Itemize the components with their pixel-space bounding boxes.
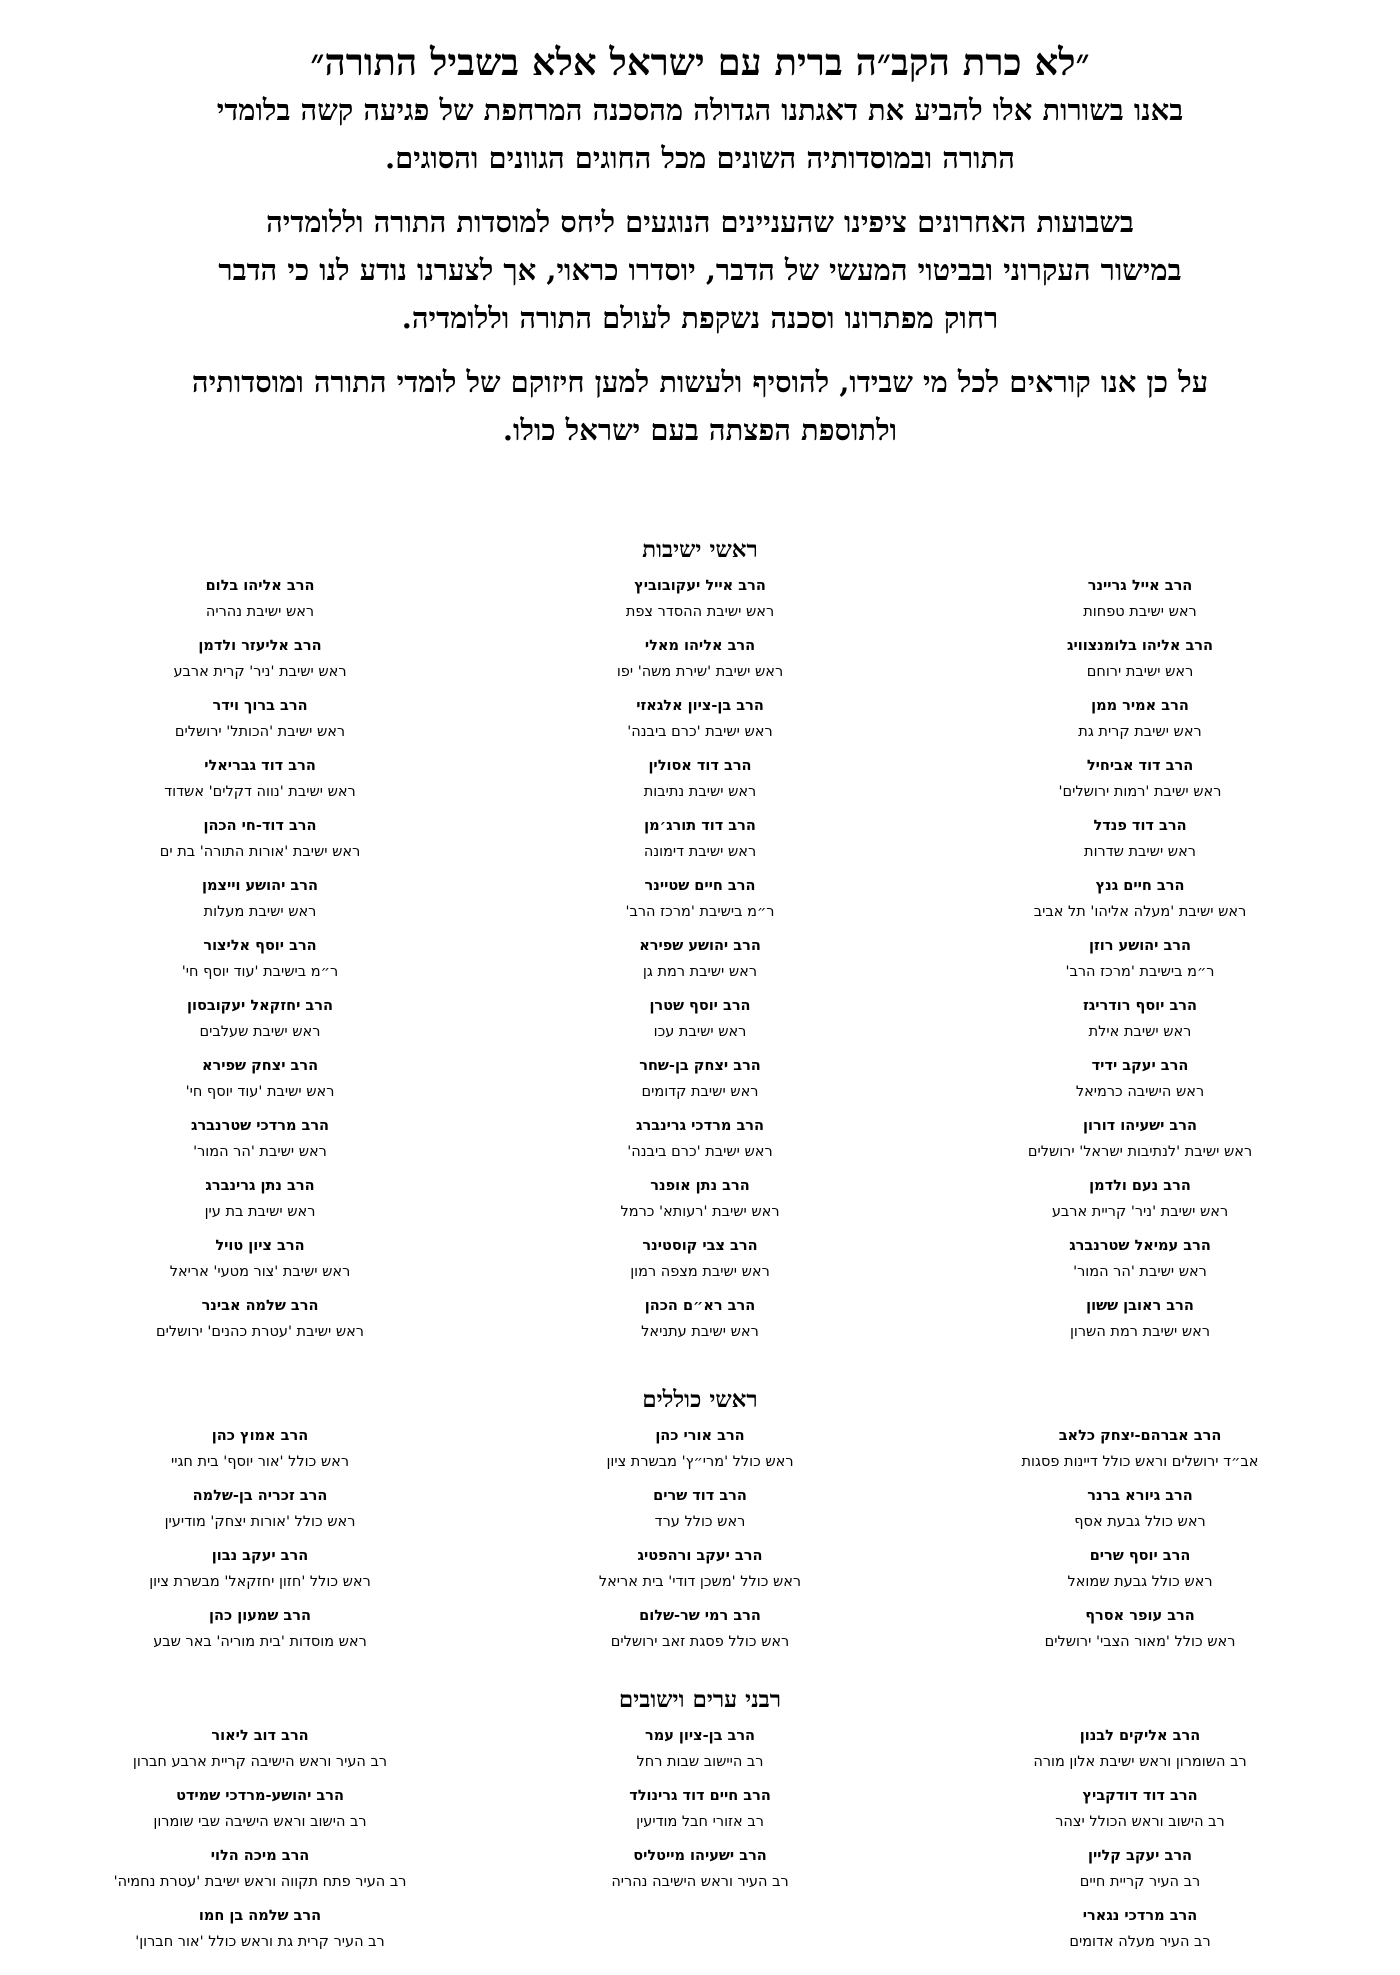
signatory-entry xyxy=(920,690,1360,750)
signatory-entry xyxy=(40,1540,480,1600)
signatory-entry xyxy=(480,990,920,1050)
signatory-name: הרב אייל יעקובוביץ xyxy=(634,578,766,594)
signatory-role: ראש ישיבת טפחות xyxy=(1083,604,1197,620)
signatory-role: ראש ישיבת 'כרם ביבנה' xyxy=(627,1144,773,1160)
signatory-name: הרב גיורא ברנר xyxy=(1087,1488,1193,1504)
signatory-name: הרב יעקב ורהפטיג xyxy=(637,1548,763,1564)
signatory-role: ראש הישיבה כרמיאל xyxy=(1075,1084,1205,1100)
signatory-entry xyxy=(480,1780,920,1840)
section-yeshiva-heads xyxy=(40,530,1360,1350)
signatory-role: ראש ישיבת 'הר המור' xyxy=(1073,1264,1207,1280)
signatory-role: ראש כולל 'חזון יחזקאל' מבשרת ציון xyxy=(149,1574,371,1590)
signatory-entry xyxy=(40,1110,480,1170)
signatory-role: ראש כולל 'מרי״ץ' מבשרת ציון xyxy=(606,1454,794,1470)
signatory-entry xyxy=(920,810,1360,870)
signatory-entry xyxy=(920,570,1360,630)
signatory-role: רב אזורי חבל מודיעין xyxy=(636,1814,764,1830)
signatory-entry xyxy=(920,1110,1360,1170)
signatory-name: הרב שלמה אבינר xyxy=(201,1298,319,1314)
signatory-column xyxy=(920,570,1360,1350)
signatory-name: הרב רמי שר-שלום xyxy=(639,1608,761,1624)
signatory-role: ראש ישיבת רמת השרון xyxy=(1069,1324,1211,1340)
signatory-columns xyxy=(40,1420,1360,1660)
signatory-entry xyxy=(920,1600,1360,1660)
signatory-entry xyxy=(920,1900,1360,1960)
signatory-role: ראש ישיבת 'כרם ביבנה' xyxy=(627,724,773,740)
section-heading: רבני ערים וישובים xyxy=(618,1686,782,1713)
intro-line-1: באנו בשורות אלו להביע את דאגתנו הגדולה מהסכנה המרחפת של פגיעה קשה בלומדי xyxy=(216,93,1184,127)
signatory-role: ראש ישיבת 'רעותא' כרמל xyxy=(620,1204,780,1220)
signatory-columns xyxy=(40,1720,1360,1960)
signatory-name: הרב יחזקאל יעקובסון xyxy=(187,998,333,1014)
intro-line-6: על כן אנו קוראים לכל מי שבידו, להוסיף ולעשות למען חיזוקם של לומדי התורה ומוסדותיה xyxy=(191,365,1209,399)
signatory-name: הרב יוסף אליצור xyxy=(203,938,317,954)
signatory-name: הרב שמעון כהן xyxy=(209,1608,311,1624)
signatory-entry xyxy=(480,1170,920,1230)
signatory-name: הרב חיים גנץ xyxy=(1095,878,1185,894)
signatory-column xyxy=(40,1420,480,1660)
signatory-role: רב העיר קריית חיים xyxy=(1079,1874,1201,1890)
signatory-name: הרב דוד גבריאלי xyxy=(204,758,316,774)
signatory-name: הרב יוסף שרים xyxy=(1089,1548,1191,1564)
signatory-name: הרב אייל גריינר xyxy=(1087,578,1193,594)
signatory-name: הרב מיכה הלוי xyxy=(210,1848,310,1864)
signatory-role: ראש כולל ערד xyxy=(654,1514,746,1530)
signatory-role: ראש ישיבת 'לנתיבות ישראל' ירושלים xyxy=(1027,1144,1253,1160)
signatory-name: הרב נתן אופנר xyxy=(650,1178,750,1194)
signatory-name: הרב יעקב נבון xyxy=(211,1548,309,1564)
signatory-role: רב העיר פתח תקווה וראש ישיבת 'עטרת נחמיה' xyxy=(113,1874,407,1890)
section-kollel-heads xyxy=(40,1380,1360,1660)
signatory-name: הרב ציון טויל xyxy=(215,1238,305,1254)
signatory-entry xyxy=(920,1290,1360,1350)
signatory-role: רב העיר וראש הישיבה קריית ארבע חברון xyxy=(132,1754,388,1770)
intro-line-5: רחוק מפתרונו וסכנה נשקפת לעולם התורה וללומדיה. xyxy=(401,301,999,335)
signatory-name: הרב יעקב קליין xyxy=(1087,1848,1193,1864)
signatory-name: הרב יהושע וייצמן xyxy=(202,878,318,894)
signatory-role: ראש ישיבת שדרות xyxy=(1084,844,1196,860)
signatory-role: ראש ישיבת 'מעלה אליהו' תל אביב xyxy=(1033,904,1247,920)
signatory-entry xyxy=(480,1050,920,1110)
signatory-name: הרב דוב ליאור xyxy=(211,1728,309,1744)
signatory-entry xyxy=(480,870,920,930)
signatory-name: הרב דוד אביחיל xyxy=(1086,758,1194,774)
signatory-role: רב הישוב וראש הכולל יצהר xyxy=(1055,1814,1225,1830)
signatory-entry xyxy=(920,1170,1360,1230)
signatory-entry xyxy=(40,990,480,1050)
signatory-column xyxy=(40,570,480,1350)
signatory-name: הרב מרדכי גרינברג xyxy=(636,1118,764,1134)
signatory-entry xyxy=(920,1840,1360,1900)
signatory-role: ראש ישיבת ירוחם xyxy=(1086,664,1194,680)
signatory-entry xyxy=(40,1230,480,1290)
signatory-entry xyxy=(920,930,1360,990)
signatory-name: הרב שלמה בן חמו xyxy=(198,1908,322,1924)
section-heading: ראשי כוללים xyxy=(642,1386,758,1413)
signatory-name: הרב יצחק בן-שחר xyxy=(639,1058,761,1074)
signatory-role: ר״מ בישיבת 'מרכז הרב' xyxy=(1065,964,1215,980)
signatory-entry xyxy=(480,690,920,750)
signatory-name: הרב יוסף שטרן xyxy=(649,998,751,1014)
signatory-role: ראש כולל פסגת זאב ירושלים xyxy=(610,1634,790,1650)
signatory-name: הרב בן-ציון עמר xyxy=(644,1728,756,1744)
signatory-name: הרב עופר אסרף xyxy=(1085,1608,1195,1624)
signatory-column xyxy=(40,1720,480,1960)
signatory-role: רב היישוב שבות רחל xyxy=(636,1754,764,1770)
signatory-entry xyxy=(920,1050,1360,1110)
signatory-entry xyxy=(480,1480,920,1540)
signatory-name: הרב אברהם-יצחק כלאב xyxy=(1058,1428,1222,1444)
intro-line-3: בשבועות האחרונים ציפינו שהעניינים הנוגעים ליחס למוסדות התורה וללומדיה xyxy=(266,205,1134,239)
signatory-name: הרב דוד-חי הכהן xyxy=(203,818,317,834)
signatory-name: הרב יהושע רוזן xyxy=(1089,938,1191,954)
signatory-role: ראש ישיבת ההסדר צפת xyxy=(625,604,775,620)
signatory-entry xyxy=(40,1420,480,1480)
signatory-role: ר״מ בישיבת 'מרכז הרב' xyxy=(625,904,775,920)
signatory-entry xyxy=(480,1840,920,1900)
signatory-name: הרב נתן גרינברג xyxy=(205,1178,315,1194)
signatory-entry xyxy=(40,930,480,990)
signatory-column xyxy=(480,570,920,1350)
signatory-entry xyxy=(920,990,1360,1050)
signatory-entry xyxy=(480,1110,920,1170)
signatory-role: ראש ישיבת דימונה xyxy=(643,844,757,860)
signatory-entry xyxy=(480,750,920,810)
signatory-name: הרב ישעיהו דורון xyxy=(1083,1118,1197,1134)
signatory-entry xyxy=(40,1600,480,1660)
signatory-role: ראש מוסדות 'בית מוריה' באר שבע xyxy=(153,1634,367,1650)
signatory-name: הרב אמוץ כהן xyxy=(211,1428,309,1444)
intro-line-4: במישור העקרוני ובביטוי המעשי של הדבר, יוסדרו כראוי, אך לצערנו נודע לנו כי הדבר xyxy=(218,253,1182,287)
signatory-entry xyxy=(40,1290,480,1350)
signatory-name: הרב אמיר ממן xyxy=(1091,698,1189,714)
signatory-name: הרב דוד שרים xyxy=(653,1488,747,1504)
signatory-entry xyxy=(480,630,920,690)
signatory-entry xyxy=(480,1600,920,1660)
signatory-role: ראש ישיבת רמת גן xyxy=(642,964,758,980)
signatory-name: הרב ראובן ששון xyxy=(1086,1298,1194,1314)
signatory-role: ראש ישיבת 'ניר' קריית ארבע xyxy=(1051,1204,1229,1220)
signatory-entry xyxy=(480,810,920,870)
signatory-columns xyxy=(40,570,1360,1350)
signatory-role: רב העיר וראש הישיבה נהריה xyxy=(611,1874,789,1890)
signatory-name: הרב בן-ציון אלגאזי xyxy=(636,698,764,714)
signatory-role: ראש ישיבת נהריה xyxy=(205,604,315,620)
signatory-name: הרב חיים דוד גרינולד xyxy=(629,1788,771,1804)
section-heading: ראשי ישיבות xyxy=(642,536,758,563)
signatory-entry xyxy=(40,1170,480,1230)
signatory-role: ראש ישיבת 'נווה דקלים' אשדוד xyxy=(164,784,356,800)
section-city-rabbis xyxy=(40,1680,1360,1960)
signatory-role: ראש ישיבת שעלבים xyxy=(199,1024,321,1040)
signatory-role: ראש ישיבת עתניאל xyxy=(641,1324,759,1340)
signatory-entry xyxy=(480,1720,920,1780)
signatory-role: ראש ישיבת 'עטרת כהנים' ירושלים xyxy=(156,1324,364,1340)
intro-line-2: התורה ובמוסדותיה השונים מכל החוגים הגוונים והסוגים. xyxy=(385,141,1015,175)
signatory-name: הרב יוסף רודריגז xyxy=(1082,998,1198,1014)
signatory-role: רב העיר קרית גת וראש כולל 'אור חברון' xyxy=(135,1934,385,1950)
signatory-role: ראש ישיבת קרית גת xyxy=(1078,724,1202,740)
signatory-name: הרב אליעזר ולדמן xyxy=(198,638,322,654)
signatory-role: ראש ישיבת 'עוד יוסף חי' xyxy=(185,1084,335,1100)
signatory-name: הרב רא״ם הכהן xyxy=(644,1298,756,1314)
signatory-entry xyxy=(920,1540,1360,1600)
signatory-entry xyxy=(480,1230,920,1290)
signatory-entry xyxy=(920,750,1360,810)
intro-line-7: ולתוספת הפצתה בעם ישראל כולו. xyxy=(502,413,898,447)
signatory-entry xyxy=(40,1780,480,1840)
signatory-name: הרב יהושע-מרדכי שמידט xyxy=(176,1788,344,1804)
signatory-entry xyxy=(920,870,1360,930)
signatory-entry xyxy=(40,630,480,690)
signatory-name: הרב דוד תורג׳מן xyxy=(644,818,756,834)
signatory-name: הרב דוד פנדל xyxy=(1093,818,1187,834)
signatory-entry xyxy=(920,1420,1360,1480)
signatory-name: הרב אליהו בלום xyxy=(205,578,315,594)
signatory-role: ראש ישיבת בת עין xyxy=(204,1204,316,1220)
signatory-role: רב השומרון וראש ישיבת אלון מורה xyxy=(1033,1754,1247,1770)
signatory-role: ר״מ בישיבת 'עוד יוסף חי' xyxy=(181,964,339,980)
signatory-name: הרב אליקים לבנון xyxy=(1079,1728,1201,1744)
signatory-entry xyxy=(40,690,480,750)
signatory-entry xyxy=(40,1900,480,1960)
signatory-name: הרב צבי קוסטינר xyxy=(642,1238,758,1254)
signatory-name: הרב חיים שטיינר xyxy=(644,878,756,894)
signatory-entry xyxy=(40,1720,480,1780)
signatory-name: הרב נעם ולדמן xyxy=(1089,1178,1191,1194)
signatory-role: ראש ישיבת מצפה רמון xyxy=(630,1264,770,1280)
signatory-entry xyxy=(920,630,1360,690)
signatory-name: הרב דוד דודקביץ xyxy=(1082,1788,1198,1804)
signatory-entry xyxy=(480,570,920,630)
signatory-role: ראש כולל 'מאור הצבי' ירושלים xyxy=(1044,1634,1236,1650)
signatory-role: רב הישוב וראש הישיבה שבי שומרון xyxy=(153,1814,367,1830)
signatory-name: הרב ישעיהו מייטליס xyxy=(633,1848,767,1864)
signatory-name: הרב מרדכי נגארי xyxy=(1082,1908,1198,1924)
signatory-name: הרב יעקב ידיד xyxy=(1091,1058,1189,1074)
signatory-entry xyxy=(920,1230,1360,1290)
signatory-name: הרב אליהו בלומנצוויג xyxy=(1067,638,1213,654)
signatory-role: ראש ישיבת 'ניר' קרית ארבע xyxy=(173,664,347,680)
signatory-role: ראש כולל 'אורות יצחק' מודיעין xyxy=(164,1514,356,1530)
signatory-role: ראש ישיבת 'רמות ירושלים' xyxy=(1058,784,1222,800)
signatory-entry xyxy=(40,750,480,810)
signatory-entry xyxy=(920,1780,1360,1840)
signatory-role: ראש ישיבת נתיבות xyxy=(643,784,757,800)
signatory-column xyxy=(920,1720,1360,1960)
page-title: ״לא כרת הקב״ה ברית עם ישראל אלא בשביל התורה״ xyxy=(310,40,1090,84)
signatory-entry xyxy=(920,1480,1360,1540)
signatory-entry xyxy=(40,1840,480,1900)
signatory-role: ראש כולל 'אור יוסף' בית חגיי xyxy=(170,1454,350,1470)
signatory-role: ראש ישיבת אילת xyxy=(1088,1024,1192,1040)
signatory-role: ראש ישיבת מעלות xyxy=(203,904,317,920)
signatory-name: הרב מרדכי שטרנברג xyxy=(190,1118,330,1134)
signatory-name: הרב דוד אסולין xyxy=(648,758,752,774)
signatory-entry xyxy=(40,1050,480,1110)
signatory-entry xyxy=(40,810,480,870)
signatory-role: ראש ישיבת 'אורות התורה' בת ים xyxy=(159,844,361,860)
signatory-name: הרב עמיאל שטרנברג xyxy=(1069,1238,1211,1254)
signatory-role: ראש ישיבת 'צור מטעי' אריאל xyxy=(169,1264,351,1280)
signatory-entry xyxy=(480,930,920,990)
signatory-entry xyxy=(920,1720,1360,1780)
signatory-column xyxy=(480,1720,920,1960)
signatory-role: אב״ד ירושלים וראש כולל דיינות פסגות xyxy=(1021,1454,1259,1470)
signatory-role: רב העיר מעלה אדומים xyxy=(1069,1934,1211,1950)
signatory-role: ראש כולל גבעת שמואל xyxy=(1067,1574,1213,1590)
signatory-name: הרב אורי כהן xyxy=(655,1428,745,1444)
signatory-role: ראש ישיבת עכו xyxy=(653,1024,747,1040)
signatory-name: הרב יהושע שפירא xyxy=(639,938,761,954)
signatory-entry xyxy=(480,1540,920,1600)
signatory-name: הרב אליהו מאלי xyxy=(644,638,756,654)
signatory-name: הרב ברוך וידר xyxy=(212,698,308,714)
signatory-name: הרב יצחק שפירא xyxy=(201,1058,319,1074)
signatory-entry xyxy=(40,1480,480,1540)
signatory-entry xyxy=(480,1420,920,1480)
signatory-role: ראש כולל 'משכן דודי' בית אריאל xyxy=(598,1574,802,1590)
signatory-column xyxy=(920,1420,1360,1660)
signatory-name: הרב זכריה בן-שלמה xyxy=(192,1488,328,1504)
signatory-role: ראש ישיבת 'הכותל' ירושלים xyxy=(174,724,346,740)
signatory-column xyxy=(480,1420,920,1660)
signatory-role: ראש כולל גבעת אסף xyxy=(1074,1514,1206,1530)
signatory-role: ראש ישיבת קדומים xyxy=(641,1084,759,1100)
signatory-entry xyxy=(40,570,480,630)
signatory-entry xyxy=(40,870,480,930)
signatory-entry xyxy=(480,1290,920,1350)
signatory-role: ראש ישיבת 'שירת משה' יפו xyxy=(616,664,784,680)
signatory-role: ראש ישיבת 'הר המור' xyxy=(193,1144,327,1160)
